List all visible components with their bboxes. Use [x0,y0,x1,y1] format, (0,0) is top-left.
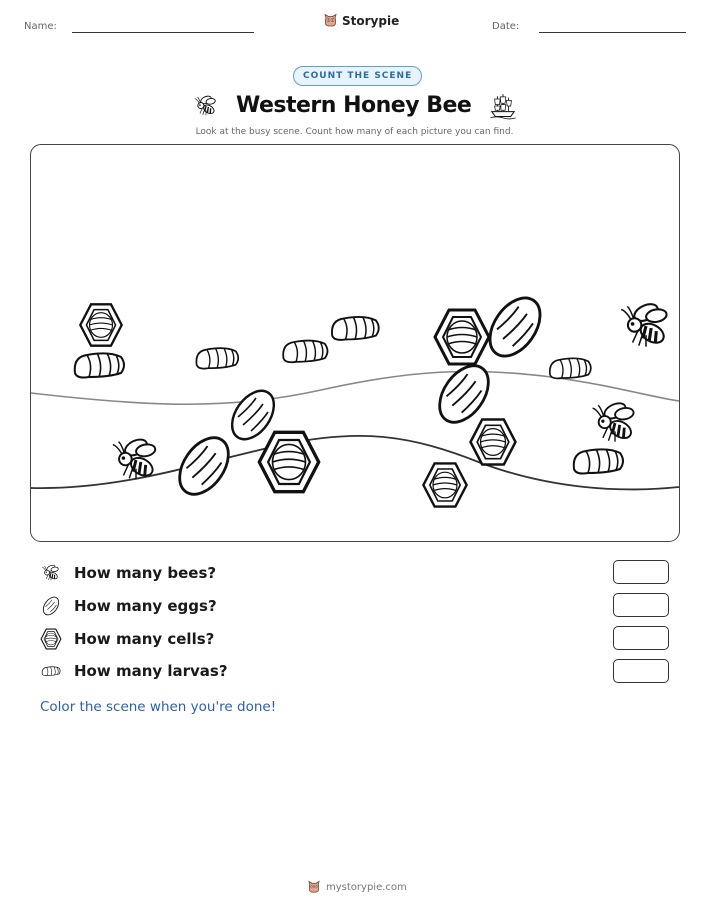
name-field[interactable] [72,32,254,33]
cell-icon [423,463,466,506]
question-row-cells [40,628,214,650]
question-label: How many bees? [74,564,217,582]
storypie-logo-icon [307,880,321,894]
larva-icon [283,340,327,362]
question-row-bees [40,562,216,584]
cell-icon [80,304,121,345]
question-row-larvas [40,662,228,680]
bee-icon [621,301,667,347]
site-footer [307,880,407,894]
cell-icon [471,420,516,465]
answer-box-larvas[interactable] [613,659,669,683]
color-instruction: Color the scene when you're done! [40,699,277,715]
larva-icon [40,663,62,679]
site-url[interactable]: mystorypie.com [326,881,407,893]
larva-icon [75,353,124,378]
question-row-eggs [40,595,217,617]
larva-icon [196,348,238,369]
brand-name: Storypie [342,13,400,28]
scene-panel [30,144,680,542]
egg-icon [480,289,551,365]
egg-icon [170,429,239,503]
answer-box-bees[interactable] [613,560,669,584]
cell-icon [40,628,62,650]
worksheet-type-badge: COUNT THE SCENE [293,66,422,86]
egg-icon [40,595,62,617]
larva-icon [550,358,591,378]
worksheet-instructions: Look at the busy scene. Count how many of each picture you can find. [195,127,514,137]
bee-icon [113,436,156,479]
name-label: Name: [24,21,57,32]
larva-icon [574,449,623,474]
brand-logo [323,13,399,28]
ship-icon [489,92,517,120]
cell-icon [435,310,489,364]
question-label: How many eggs? [74,597,217,615]
bee-icon [40,562,62,584]
question-label: How many larvas? [74,662,228,680]
cell-icon [259,432,318,491]
bee-icon [192,92,220,120]
answer-box-cells[interactable] [613,626,669,650]
storypie-logo-icon [323,13,338,28]
answer-box-eggs[interactable] [613,593,669,617]
bee-icon [593,400,635,441]
scene-illustration [31,145,679,541]
date-field[interactable] [539,32,686,33]
larva-icon [332,317,379,340]
question-label: How many cells? [74,630,215,648]
date-label: Date: [492,21,520,32]
worksheet-title: Western Honey Bee [236,93,472,118]
